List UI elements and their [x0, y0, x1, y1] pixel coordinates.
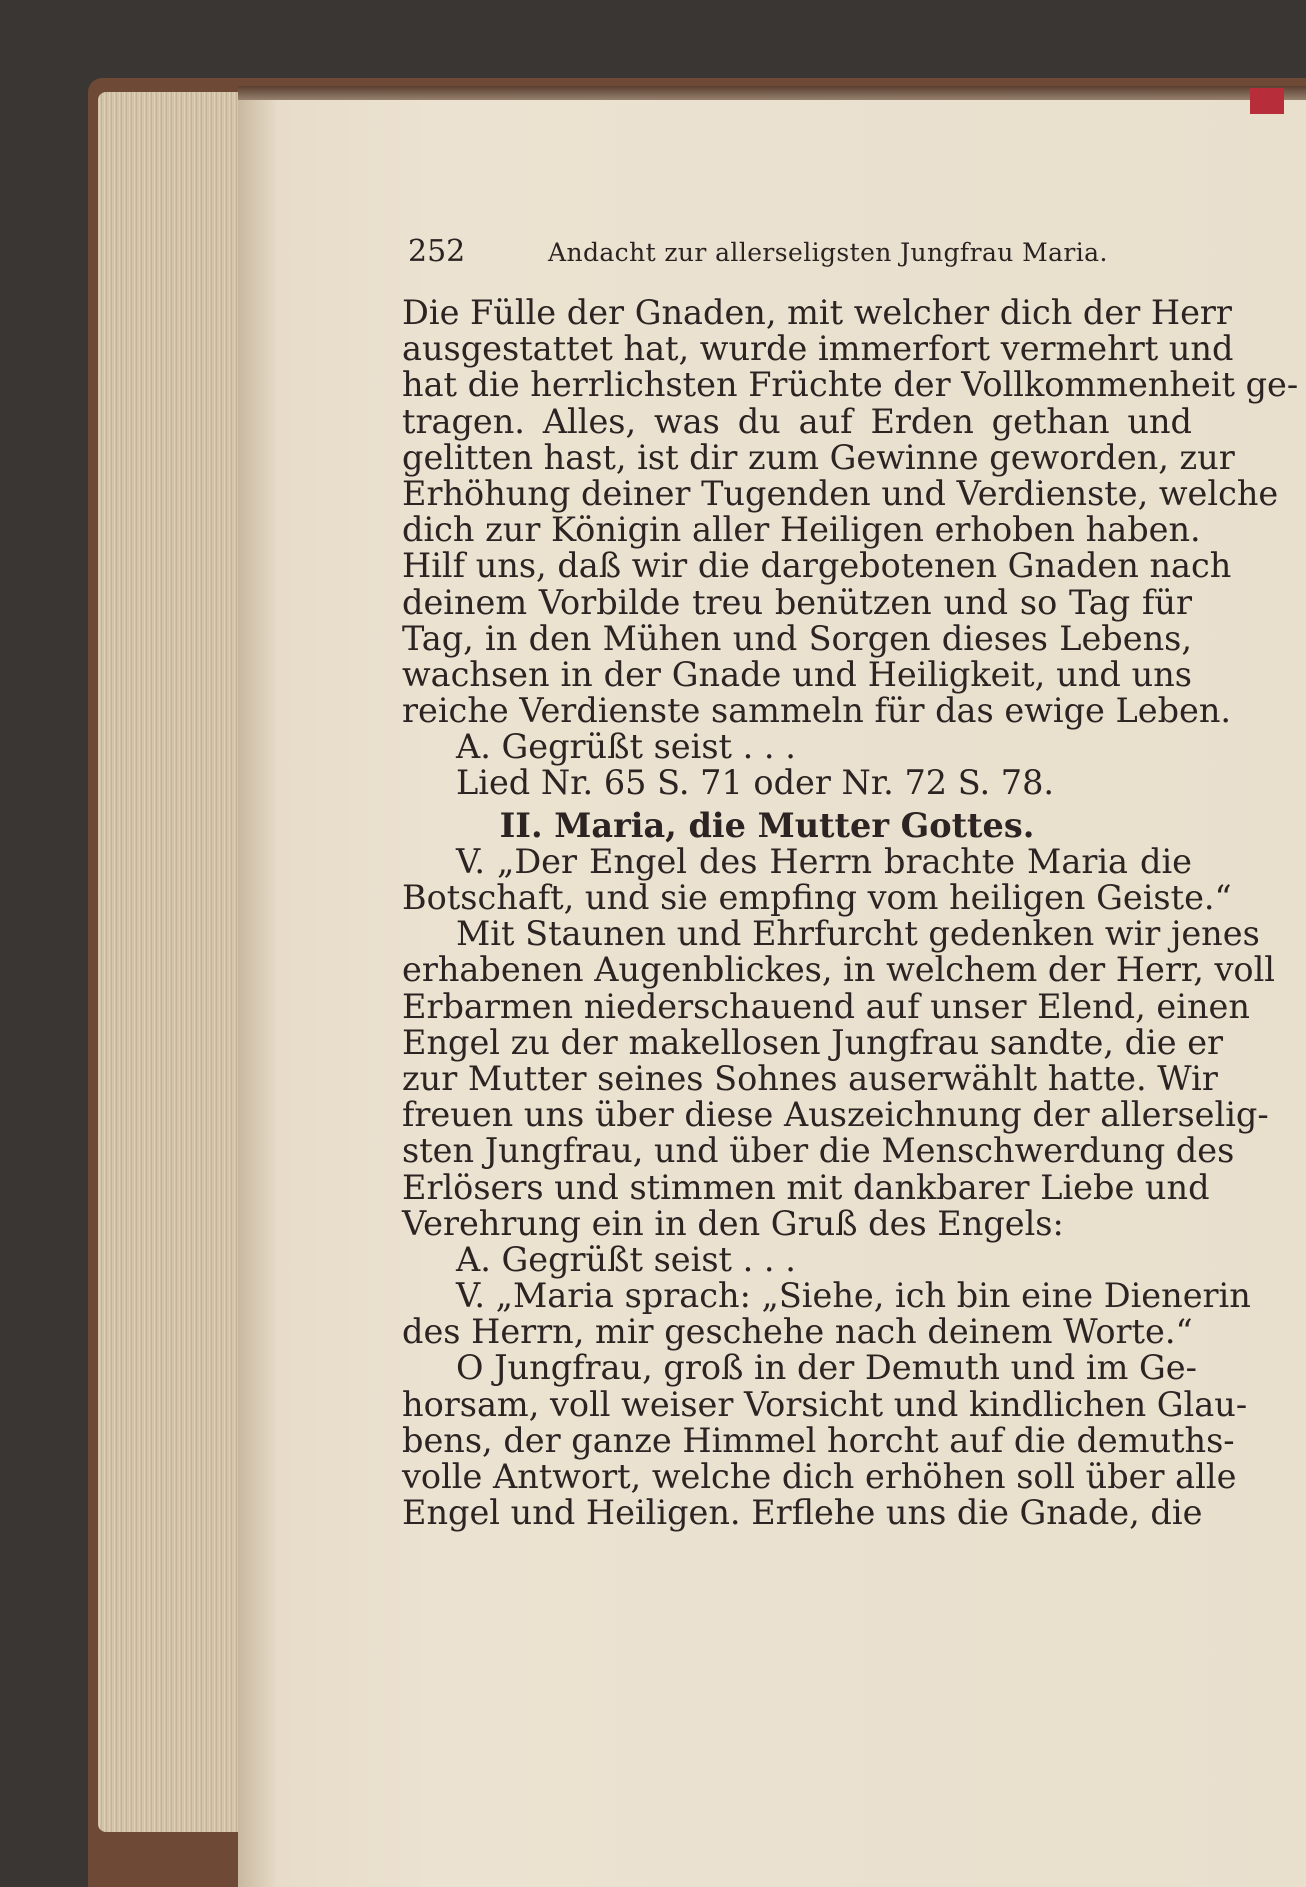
text-line: ausgestattet hat, wurde immerfort vermehrt und: [402, 329, 1234, 369]
paragraph-3: [402, 1348, 1248, 1533]
text-line: Hilf uns, daß wir die dargebotenen Gnaden nach: [402, 546, 1232, 586]
text-line: Tag, in den Mühen und Sorgen dieses Lebens,: [402, 618, 1192, 658]
text-line: des Herrn, mir geschehe nach deinem Worte.“: [402, 1312, 1193, 1352]
running-title: Andacht zur allerseligsten Jungfrau Maria.: [548, 238, 1108, 267]
text-line: erhabenen Augenblickes, in welchem der Herr, voll: [402, 950, 1276, 990]
text-line: V. „Der Engel des Herrn brachte Maria die: [456, 841, 1192, 881]
text-line: zur Mutter seines Sohnes auserwählt hatte. Wir: [402, 1058, 1218, 1098]
text-line: bens, der ganze Himmel horcht auf die demuths-: [402, 1420, 1235, 1460]
page-edges: [98, 92, 248, 1832]
text-line: O Jungfrau, groß in der Demuth und im Ge-: [456, 1348, 1197, 1388]
page-number: 252: [408, 234, 466, 269]
text-line: horsam, voll weiser Vorsicht und kindlichen Glau-: [402, 1384, 1248, 1424]
text-line: reiche Verdienste sammeln für das ewige Leben.: [402, 691, 1232, 731]
ribbon-bookmark: [1250, 88, 1284, 114]
text-line: wachsen in der Gnade und Heiligkeit, und uns: [402, 654, 1192, 694]
versicle-1: [402, 841, 1232, 917]
page-text: [402, 293, 1299, 1533]
text-line: Mit Staunen und Ehrfurcht gedenken wir jenes: [456, 914, 1260, 954]
text-line: Erbarmen niederschauend auf unser Elend, einen: [402, 986, 1250, 1026]
section-heading: II. Maria, die Mutter Gottes.: [499, 805, 1035, 845]
text-line: volle Antwort, welche dich erhöhen soll über alle: [402, 1457, 1237, 1496]
text-line: Die Fülle der Gnaden, mit welcher dich der Herr: [402, 293, 1232, 332]
text-line: Erhöhung deiner Tugenden und Verdienste, welche: [402, 473, 1279, 513]
text-line: V. „Maria sprach: „Siehe, ich bin eine Dienerin: [456, 1276, 1251, 1316]
text-line: freuen uns über diese Auszeichnung der allerselig-: [402, 1095, 1269, 1135]
paragraph-1: [402, 293, 1299, 731]
text-line: gelitten hast, ist dir zum Gewinne geworden, zur: [402, 437, 1235, 477]
text-line: deinem Vorbilde treu benützen und so Tag für: [402, 582, 1192, 622]
text-line: Engel zu der makellosen Jungfrau sandte, die er: [402, 1022, 1224, 1062]
text-line: tragen. Alles, was du auf Erden gethan und: [402, 401, 1192, 441]
text-line: sten Jungfrau, und über die Menschwerdung des: [402, 1131, 1235, 1171]
running-head: [408, 228, 1198, 276]
text-line: Botschaft, und sie empfing vom heiligen Geiste.“: [402, 878, 1232, 917]
text-line: Erlösers und stimmen mit dankbarer Liebe und: [402, 1167, 1210, 1207]
hymn-reference: Lied Nr. 65 S. 71 oder Nr. 72 S. 78.: [456, 763, 1055, 803]
response-line: A. Gegrüßt seist . . .: [456, 727, 796, 767]
text-line: Verehrung ein in den Gruß des Engels:: [402, 1203, 1064, 1243]
text-line: dich zur Königin aller Heiligen erhoben haben.: [402, 510, 1201, 550]
versicle-2: [402, 1276, 1251, 1352]
paragraph-2: [402, 914, 1276, 1243]
text-line: Engel und Heiligen. Erflehe uns die Gnade, die: [402, 1493, 1203, 1533]
response-line: A. Gegrüßt seist . . .: [456, 1239, 796, 1279]
text-line: hat die herrlichsten Früchte der Vollkommenheit ge-: [402, 365, 1299, 405]
